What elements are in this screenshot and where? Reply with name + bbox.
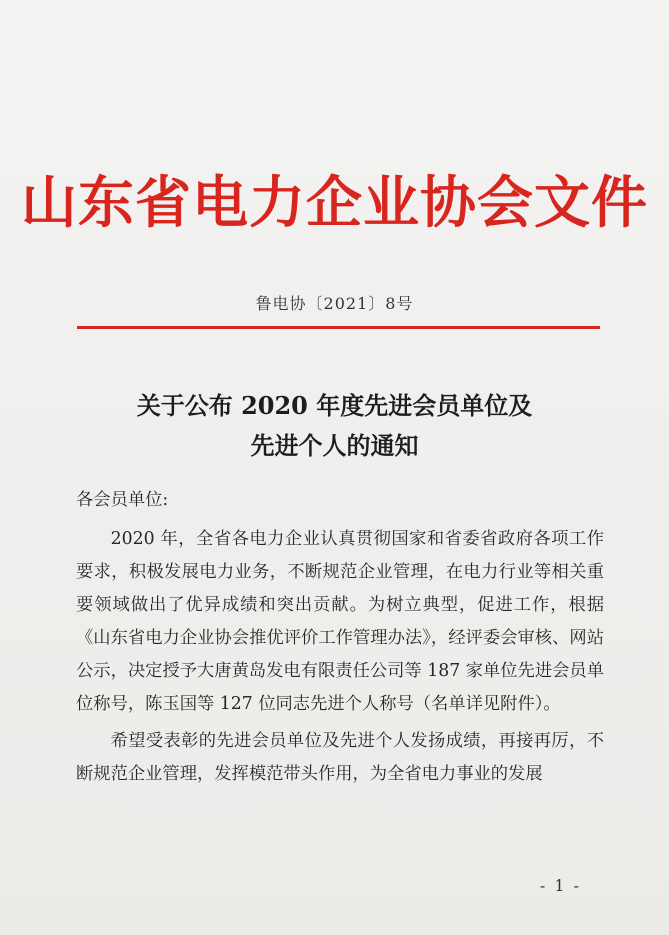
body-paragraph-1: 2020 年，全省各电力企业认真贯彻国家和省委省政府各项工作要求，积极发展电力业务，不断规范企业管理，在电力行业等相关重要领域做出了优异成绩和突出贡献。为树立典型，促进工作，根据《山东省电力企业协会推优评价工作管理办法》，经评委会审核、网站公示，决定授予大唐黄岛发电有限责任公司等 187 家单位先进会员单位称号，陈玉国等 127 位同志先进个人称号（名单详见附件）。	[76, 529, 604, 714]
greeting: 各会员单位:	[76, 490, 169, 510]
body-paragraph-2: 希望受表彰的先进会员单位及先进个人发扬成绩，再接再厉，不断规范企业管理，发挥模范带头作用，为全省电力事业的发展	[76, 731, 604, 784]
page-number: - 1 -	[539, 876, 581, 895]
notice-title	[0, 386, 669, 466]
document-number: 鲁电协〔2021〕8号	[255, 294, 414, 313]
notice-title-line-2: 先进个人的通知	[250, 431, 419, 460]
organization-title: 山东省电力企业协会文件	[21, 170, 648, 236]
red-divider	[77, 326, 600, 329]
notice-body	[76, 484, 604, 791]
notice-title-line-1: 关于公布 2020 年度先进会员单位及	[136, 391, 533, 420]
